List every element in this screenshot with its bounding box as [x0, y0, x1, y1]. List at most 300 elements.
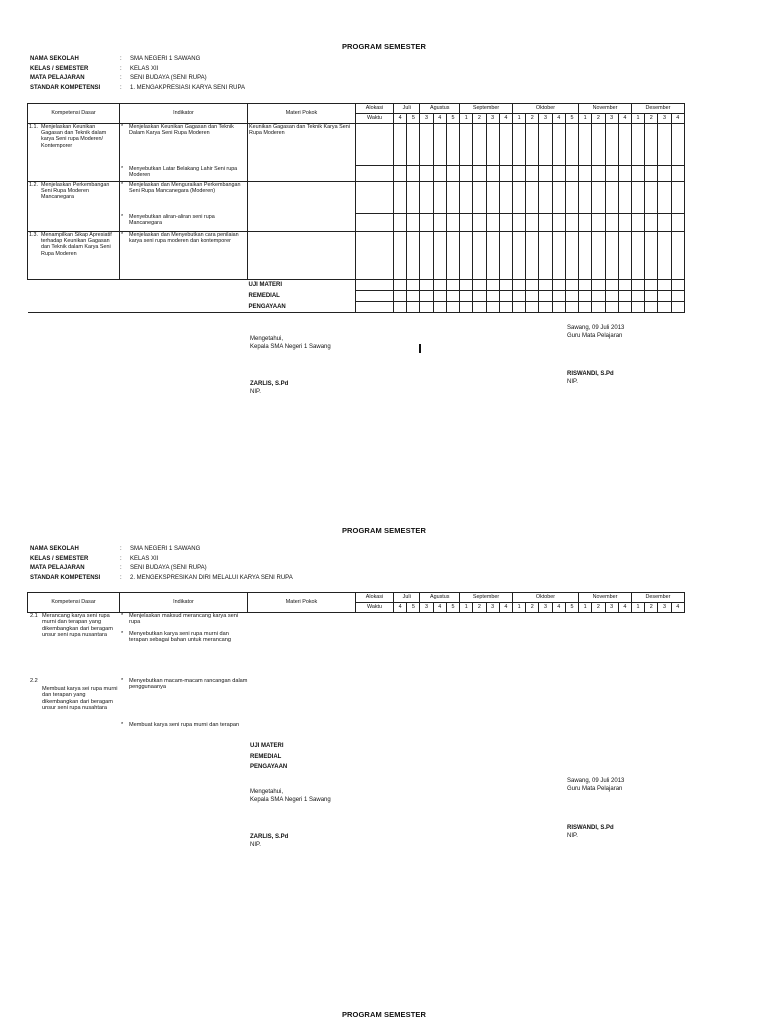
month-header: Desember — [631, 593, 684, 603]
week-cell — [473, 166, 486, 182]
week-cell — [645, 291, 658, 302]
week-header: 2 — [473, 114, 486, 124]
week-header: 5 — [446, 114, 459, 124]
week-cell — [446, 166, 459, 182]
week-cell — [407, 124, 420, 166]
week-cell — [473, 182, 486, 214]
week-cell — [512, 280, 525, 291]
week-cell — [605, 182, 618, 214]
week-cell — [631, 232, 644, 280]
footer-row — [28, 291, 685, 302]
week-cell — [552, 166, 565, 182]
week-cell — [512, 232, 525, 280]
week-header: 5 — [565, 603, 578, 613]
week-header: 1 — [631, 603, 644, 613]
week-cell — [631, 182, 644, 214]
week-cell — [446, 280, 459, 291]
school-value: SMA NEGERI 1 SAWANG — [130, 56, 201, 62]
week-cell — [658, 291, 671, 302]
header-alokasi: Alokasi — [356, 593, 394, 603]
header-indikator: Indikator — [120, 104, 248, 124]
week-cell — [420, 124, 433, 166]
week-header: 4 — [394, 114, 407, 124]
week-cell — [592, 166, 605, 182]
week-cell — [579, 124, 592, 166]
week-cell — [394, 214, 407, 232]
table-row — [28, 124, 685, 166]
text-cursor-mark — [419, 344, 421, 353]
week-cell — [407, 214, 420, 232]
week-cell — [539, 291, 552, 302]
week-cell — [592, 232, 605, 280]
week-cell — [499, 166, 512, 182]
kd-cell: 1.3. Menampilkan Sikap Apresiatif terhadap Keunikan Gagasan dan Teknik dalam Karya Seni Rupa Moderen — [28, 232, 120, 280]
kd-2-2-no: 2.2 — [30, 678, 38, 684]
month-header: September — [460, 104, 513, 114]
meta-label: KELAS / SEMESTER — [30, 555, 89, 562]
footer-labels-2: UJI MATERI REMEDIAL PENGAYAAN — [250, 743, 288, 770]
week-cell — [565, 124, 578, 166]
week-cell — [420, 280, 433, 291]
footer-row — [28, 280, 685, 291]
week-cell — [539, 302, 552, 313]
materi-cell — [248, 182, 356, 232]
meta-label: MATA PELAJARAN — [30, 75, 85, 82]
week-header: 5 — [407, 114, 420, 124]
week-cell — [552, 302, 565, 313]
week-cell — [658, 302, 671, 313]
week-cell — [592, 214, 605, 232]
week-cell — [631, 166, 644, 182]
week-cell — [565, 232, 578, 280]
week-cell — [645, 166, 658, 182]
week-cell — [407, 291, 420, 302]
week-cell — [526, 280, 539, 291]
week-cell — [446, 232, 459, 280]
week-header: 3 — [658, 603, 671, 613]
week-cell — [565, 302, 578, 313]
week-cell — [420, 182, 433, 214]
week-cell — [658, 214, 671, 232]
week-cell — [539, 124, 552, 166]
week-header: 1 — [460, 603, 473, 613]
footer-blank — [28, 291, 248, 302]
kd-2-1: 2.1 Merancang karya seni rupa murni dan terapan yang dikembangkan dari beragam unsur seni rupa nusantara — [30, 613, 113, 639]
materi-cell — [248, 232, 356, 280]
meta-block-1: NAMA SEKOLAH : SMA NEGERI 1 SAWANG KELAS / SEMESTER : KELAS XII MATA PELAJARAN : SENI BUDAYA (SENI RUPA) STANDAR KOMPETENSI : 1. MENGAKPRESIASI KARYA SENI RUPA — [30, 55, 245, 93]
week-cell — [433, 291, 446, 302]
week-cell — [512, 166, 525, 182]
week-cell — [433, 302, 446, 313]
week-cell — [631, 302, 644, 313]
kd-2-2: Membuat karya sei rupa murni dan terapan yang dikembangkan dari beragam unsur seni rupa nusahtara — [42, 686, 118, 712]
week-cell — [394, 280, 407, 291]
week-cell — [460, 232, 473, 280]
week-cell — [605, 280, 618, 291]
class-value: KELAS XII — [130, 555, 159, 562]
header-kompetensi: Kompetensi Dasar — [28, 593, 120, 613]
week-cell — [579, 291, 592, 302]
week-cell — [671, 182, 684, 214]
week-cell — [539, 214, 552, 232]
week-cell — [499, 182, 512, 214]
week-cell — [499, 291, 512, 302]
week-cell — [394, 182, 407, 214]
week-header: 3 — [486, 603, 499, 613]
week-header: 1 — [579, 603, 592, 613]
week-cell — [394, 291, 407, 302]
week-cell — [394, 232, 407, 280]
schedule-table-1 — [27, 103, 685, 313]
week-cell — [671, 124, 684, 166]
header-kompetensi: Kompetensi Dasar — [28, 104, 120, 124]
week-header: 1 — [460, 114, 473, 124]
week-cell — [526, 166, 539, 182]
week-cell — [618, 182, 631, 214]
week-cell — [499, 124, 512, 166]
alokasi-cell — [356, 302, 394, 313]
week-cell — [605, 232, 618, 280]
week-cell — [460, 182, 473, 214]
week-cell — [671, 232, 684, 280]
month-header: Juli — [394, 104, 420, 114]
week-cell — [592, 291, 605, 302]
week-cell — [565, 291, 578, 302]
week-header: 2 — [592, 603, 605, 613]
kd-cell: 1.1. Menjelaskan Keunikan Gagasan dan Teknik dalam karya Seni rupa Moderen/ Kontemporer — [28, 124, 120, 182]
week-cell — [552, 280, 565, 291]
week-cell — [526, 182, 539, 214]
kd-cell: 1.2. Menjelaskan Perkembangan Seni Rupa Moderen Mancanegara — [28, 182, 120, 232]
week-cell — [539, 232, 552, 280]
week-cell — [579, 182, 592, 214]
week-header: 1 — [512, 603, 525, 613]
week-cell — [473, 302, 486, 313]
week-cell — [618, 166, 631, 182]
week-cell — [407, 302, 420, 313]
indicator-cell: * Menjelaskan dan Menguraikan Perkembangan Seni Rupa Mancanegara (Moderen) — [120, 182, 248, 214]
week-cell — [499, 214, 512, 232]
week-header: 2 — [645, 114, 658, 124]
week-cell — [605, 302, 618, 313]
week-header: 4 — [394, 603, 407, 613]
week-cell — [618, 291, 631, 302]
week-header: 2 — [526, 603, 539, 613]
week-cell — [394, 302, 407, 313]
week-cell — [486, 124, 499, 166]
meta-label: NAMA SEKOLAH — [30, 546, 79, 552]
meta-label: STANDAR KOMPETENSI — [30, 574, 101, 581]
week-header: 3 — [605, 603, 618, 613]
alokasi-cell — [356, 166, 394, 182]
table-row — [28, 232, 685, 280]
week-cell — [592, 182, 605, 214]
sign-head-1: ZARLIS, S.Pd NIP. — [250, 381, 289, 395]
week-cell — [446, 291, 459, 302]
school-value: SMA NEGERI 1 SAWANG — [130, 546, 201, 552]
month-header: Desember — [631, 104, 684, 114]
week-cell — [658, 232, 671, 280]
week-cell — [658, 166, 671, 182]
week-cell — [618, 302, 631, 313]
week-cell — [486, 166, 499, 182]
week-cell — [512, 124, 525, 166]
week-cell — [645, 302, 658, 313]
week-cell — [645, 182, 658, 214]
table-row — [28, 182, 685, 214]
header-waktu: Waktu — [356, 114, 394, 124]
week-cell — [658, 182, 671, 214]
week-cell — [446, 124, 459, 166]
week-cell — [526, 232, 539, 280]
month-header: November — [579, 593, 632, 603]
week-cell — [539, 166, 552, 182]
week-header: 4 — [671, 603, 684, 613]
week-cell — [526, 302, 539, 313]
week-cell — [565, 166, 578, 182]
month-header: Oktober — [512, 104, 578, 114]
week-header: 2 — [473, 603, 486, 613]
week-cell — [512, 182, 525, 214]
week-cell — [460, 291, 473, 302]
meta-block-2: NAMA SEKOLAH : SMA NEGERI 1 SAWANG KELAS / SEMESTER : KELAS XII MATA PELAJARAN : SENI BUDAYA (SENI RUPA) STANDAR KOMPETENSI : 2. MENGEKSPRESIKAN DIRI MELALUI KARYA SENI RUPA — [30, 545, 293, 583]
week-cell — [499, 302, 512, 313]
week-cell — [579, 214, 592, 232]
week-cell — [579, 166, 592, 182]
footer-blank — [28, 280, 248, 291]
week-header: 3 — [658, 114, 671, 124]
week-cell — [579, 232, 592, 280]
page-title-2: PROGRAM SEMESTER — [341, 526, 427, 535]
week-cell — [512, 302, 525, 313]
week-cell — [407, 182, 420, 214]
week-cell — [407, 280, 420, 291]
week-cell — [394, 166, 407, 182]
week-cell — [526, 214, 539, 232]
header-indikator: Indikator — [120, 593, 248, 613]
week-header: 5 — [407, 603, 420, 613]
week-cell — [526, 291, 539, 302]
subject-value: SENI BUDAYA (SENI RUPA) — [130, 75, 207, 82]
week-cell — [539, 182, 552, 214]
indicator-cell: * Menjelaskan Keunikan Gagasan dan Teknik Dalam Karya Seni Rupa Moderen — [120, 124, 248, 166]
week-cell — [486, 302, 499, 313]
week-cell — [552, 291, 565, 302]
week-cell — [618, 124, 631, 166]
week-cell — [618, 232, 631, 280]
footer-row — [28, 302, 685, 313]
week-header: 5 — [446, 603, 459, 613]
week-cell — [671, 291, 684, 302]
indicator-2-1b: * Menyebutkan karya seni rupa murni dan terapan sebagai bahan untuk merancang — [121, 631, 232, 644]
week-header: 3 — [539, 114, 552, 124]
week-cell — [618, 280, 631, 291]
week-cell — [512, 214, 525, 232]
week-cell — [512, 291, 525, 302]
header-materi: Materi Pokok — [248, 593, 356, 613]
meta-label: KELAS / SEMESTER — [30, 65, 89, 72]
week-cell — [446, 182, 459, 214]
sign-ack-2: Mengetahui, Kepala SMA Negeri 1 Sawang — [250, 789, 331, 803]
week-header: 4 — [433, 114, 446, 124]
header-waktu: Waktu — [356, 603, 394, 613]
month-header: November — [579, 104, 632, 114]
week-cell — [565, 182, 578, 214]
week-cell — [486, 232, 499, 280]
week-cell — [658, 280, 671, 291]
week-header: 4 — [618, 114, 631, 124]
week-cell — [433, 124, 446, 166]
week-cell — [460, 166, 473, 182]
alokasi-cell — [356, 232, 394, 280]
week-header: 1 — [512, 114, 525, 124]
week-header: 3 — [486, 114, 499, 124]
table-row — [28, 214, 685, 232]
footer-label: PENGAYAAN — [248, 302, 356, 313]
week-cell — [420, 166, 433, 182]
week-header: 3 — [605, 114, 618, 124]
month-header: Oktober — [512, 593, 578, 603]
week-header: 4 — [433, 603, 446, 613]
indicator-2-1a: * Menjelaskan maksud merancang karya seni rupa — [121, 613, 239, 626]
alokasi-cell — [356, 291, 394, 302]
week-cell — [645, 232, 658, 280]
week-cell — [605, 291, 618, 302]
week-cell — [565, 280, 578, 291]
indicator-cell: * Menyebutkan aliran-aliran seni rupa Mancanegara — [120, 214, 248, 232]
footer-label: UJI MATERI — [248, 282, 283, 289]
week-cell — [420, 302, 433, 313]
week-cell — [552, 232, 565, 280]
week-cell — [605, 124, 618, 166]
week-cell — [473, 124, 486, 166]
week-cell — [618, 214, 631, 232]
week-cell — [526, 124, 539, 166]
sign-date-1: Sawang, 09 Juli 2013 Guru Mata Pelajaran — [567, 325, 625, 339]
week-header: 1 — [631, 114, 644, 124]
schedule-table-2 — [27, 592, 685, 613]
week-cell — [579, 302, 592, 313]
week-header: 2 — [526, 114, 539, 124]
header-alokasi: Alokasi — [356, 104, 394, 114]
table-row — [28, 166, 685, 182]
week-cell — [460, 280, 473, 291]
standard-value: 2. MENGEKSPRESIKAN DIRI MELALUI KARYA SENI RUPA — [130, 574, 293, 581]
week-header: 1 — [579, 114, 592, 124]
week-cell — [407, 232, 420, 280]
week-cell — [671, 214, 684, 232]
week-cell — [433, 232, 446, 280]
sign-teacher-1: RISWANDI, S.Pd NIP. — [567, 371, 614, 385]
week-header: 3 — [539, 603, 552, 613]
standard-value: 1. MENGAKPRESIASI KARYA SENI RUPA — [130, 84, 246, 91]
week-cell — [486, 214, 499, 232]
week-cell — [433, 166, 446, 182]
week-cell — [539, 280, 552, 291]
week-cell — [433, 182, 446, 214]
week-header: 4 — [499, 603, 512, 613]
week-header: 2 — [592, 114, 605, 124]
week-cell — [631, 214, 644, 232]
week-cell — [486, 280, 499, 291]
meta-label: STANDAR KOMPETENSI — [30, 84, 101, 91]
footer-label: REMEDIAL — [248, 292, 280, 299]
sign-date-2: Sawang, 09 Juli 2013 Guru Mata Pelajaran — [567, 778, 625, 792]
week-cell — [473, 214, 486, 232]
indicator-2-2b: * Membuat karya seni rupa murni dan terapan — [121, 722, 240, 728]
week-cell — [486, 182, 499, 214]
week-cell — [552, 214, 565, 232]
week-cell — [671, 166, 684, 182]
week-header: 4 — [552, 114, 565, 124]
week-cell — [446, 214, 459, 232]
week-header: 5 — [565, 114, 578, 124]
week-cell — [420, 232, 433, 280]
week-header: 3 — [420, 114, 433, 124]
month-header: Agustus — [420, 104, 460, 114]
week-cell — [605, 214, 618, 232]
alokasi-cell — [356, 124, 394, 166]
week-cell — [631, 291, 644, 302]
week-cell — [645, 280, 658, 291]
week-cell — [631, 280, 644, 291]
week-cell — [460, 214, 473, 232]
page-title-3: PROGRAM SEMESTER — [341, 1010, 427, 1019]
sign-head-2: ZARLIS, S.Pd NIP. — [250, 834, 289, 848]
alokasi-cell — [356, 214, 394, 232]
page-title-1: PROGRAM SEMESTER — [341, 42, 427, 51]
week-cell — [433, 280, 446, 291]
week-cell — [473, 232, 486, 280]
indicator-cell: * Menyebutkan Latar Belakang Lahir Seni rupa Moderen — [120, 166, 248, 182]
subject-value: SENI BUDAYA (SENI RUPA) — [130, 565, 207, 572]
week-cell — [407, 166, 420, 182]
week-cell — [579, 280, 592, 291]
week-cell — [473, 291, 486, 302]
week-cell — [671, 302, 684, 313]
week-header: 3 — [420, 603, 433, 613]
week-cell — [552, 124, 565, 166]
week-cell — [592, 124, 605, 166]
week-cell — [420, 214, 433, 232]
sign-ack-1: Mengetahui, Kepala SMA Negeri 1 Sawang — [250, 336, 331, 350]
week-cell — [592, 302, 605, 313]
week-cell — [460, 124, 473, 166]
week-cell — [499, 232, 512, 280]
week-cell — [394, 124, 407, 166]
week-cell — [592, 280, 605, 291]
week-cell — [645, 214, 658, 232]
class-value: KELAS XII — [130, 65, 159, 72]
week-cell — [565, 214, 578, 232]
alokasi-cell — [356, 280, 394, 291]
week-cell — [420, 291, 433, 302]
week-cell — [631, 124, 644, 166]
week-header: 4 — [552, 603, 565, 613]
alokasi-cell — [356, 182, 394, 214]
week-header: 4 — [499, 114, 512, 124]
week-header: 4 — [618, 603, 631, 613]
week-cell — [499, 280, 512, 291]
week-cell — [473, 280, 486, 291]
meta-label: NAMA SEKOLAH — [30, 56, 79, 62]
week-header: 4 — [671, 114, 684, 124]
week-cell — [671, 280, 684, 291]
week-header: 2 — [645, 603, 658, 613]
footer-blank — [28, 302, 248, 313]
month-header: Juli — [394, 593, 420, 603]
header-materi: Materi Pokok — [248, 104, 356, 124]
